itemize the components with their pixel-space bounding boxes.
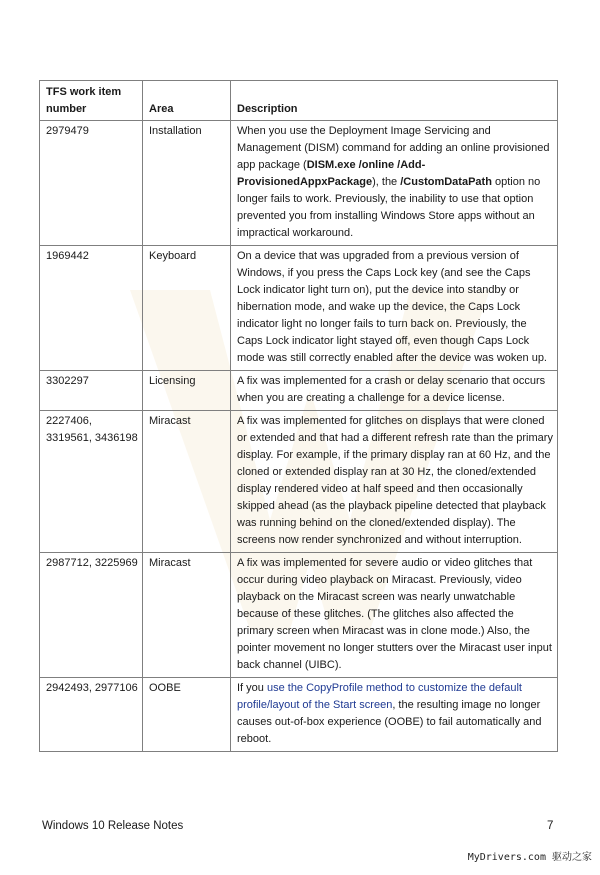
cell-tfs-number: 2987712, 3225969 [40, 553, 143, 678]
desc-option: /CustomDataPath [400, 176, 492, 188]
site-watermark-text: MyDrivers.com 驱动之家 [467, 852, 592, 863]
cell-area: Installation [143, 121, 231, 246]
cell-description: On a device that was upgraded from a previous version of Windows, if you press the Caps Lock key (and see the Caps Lock indicator light turn on), put the device into standby or hibernation mode, and wake up the device, the Caps Lock indicator light no longer fails to turn back on. Previously, the Caps Lock indicator light stayed off, even though Caps Lock mode was still correctly enabled after the device was woken up. [231, 246, 558, 371]
table-row [40, 678, 558, 752]
cell-tfs-number: 1969442 [40, 246, 143, 371]
cell-tfs-number: 3302297 [40, 371, 143, 411]
header-description: Description [231, 81, 558, 121]
cell-description [231, 678, 558, 752]
release-notes-table [39, 80, 558, 752]
cell-tfs-number: 2942493, 2977106 [40, 678, 143, 752]
cell-area: OOBE [143, 678, 231, 752]
desc-text: If you [237, 682, 267, 694]
table-row [40, 553, 558, 678]
table-row [40, 246, 558, 371]
table-row [40, 411, 558, 553]
header-area: Area [143, 81, 231, 121]
header-tfs-number: TFS work item number [40, 81, 143, 121]
footer-document-title: Windows 10 Release Notes [42, 820, 184, 832]
desc-text: When you use the Deployment Image Servicing and Management (DISM) command for adding an online provisioned app package ( [237, 125, 550, 171]
cell-tfs-number: 2227406, 3319561, 3436198 [40, 411, 143, 553]
table-header-row [40, 81, 558, 121]
cell-description: A fix was implemented for glitches on displays that were cloned or extended and that had a different refresh rate than the primary display. For example, if the primary display ran at 60 Hz, and the cloned or extended display ran at 30 Hz, the cloned/extended display rendered video at half speed and then occasionally skipped ahead (as the playback pipeline detected that playback was running behind on the cloned/extended display). The screens now render synchronized and without interruption. [231, 411, 558, 553]
cell-area: Licensing [143, 371, 231, 411]
cell-area: Keyboard [143, 246, 231, 371]
cell-description: A fix was implemented for severe audio or video glitches that occur during video playback on Miracast. Previously, video playback on the Miracast screen was nearly unwatchable because of these glitches. (The glitches also affected the primary screen when Miracast was in clone mode.) Also, the pointer movement no longer stutters over the Miracast user input back channel (UIBC). [231, 553, 558, 678]
cell-area: Miracast [143, 411, 231, 553]
desc-command: DISM.exe /online /Add-ProvisionedAppxPackage [237, 159, 426, 188]
cell-description [231, 121, 558, 246]
copyprofile-link[interactable]: use the CopyProfile method to customize the default profile/layout of the Start screen [237, 682, 522, 711]
table-row [40, 371, 558, 411]
desc-text: , the resulting image no longer causes out-of-box experience (OOBE) to fail automatically and reboot. [237, 699, 542, 745]
table-row [40, 121, 558, 246]
cell-description: A fix was implemented for a crash or delay scenario that occurs when you are creating a challenge for a device license. [231, 371, 558, 411]
desc-text: ), the [372, 176, 401, 188]
cell-area: Miracast [143, 553, 231, 678]
cell-tfs-number: 2979479 [40, 121, 143, 246]
footer-page-number: 7 [547, 820, 554, 832]
desc-text: option no longer fails to work. Previously, the inability to use that option prevented you from installing Windows Store apps without an impractical workaround. [237, 176, 541, 239]
